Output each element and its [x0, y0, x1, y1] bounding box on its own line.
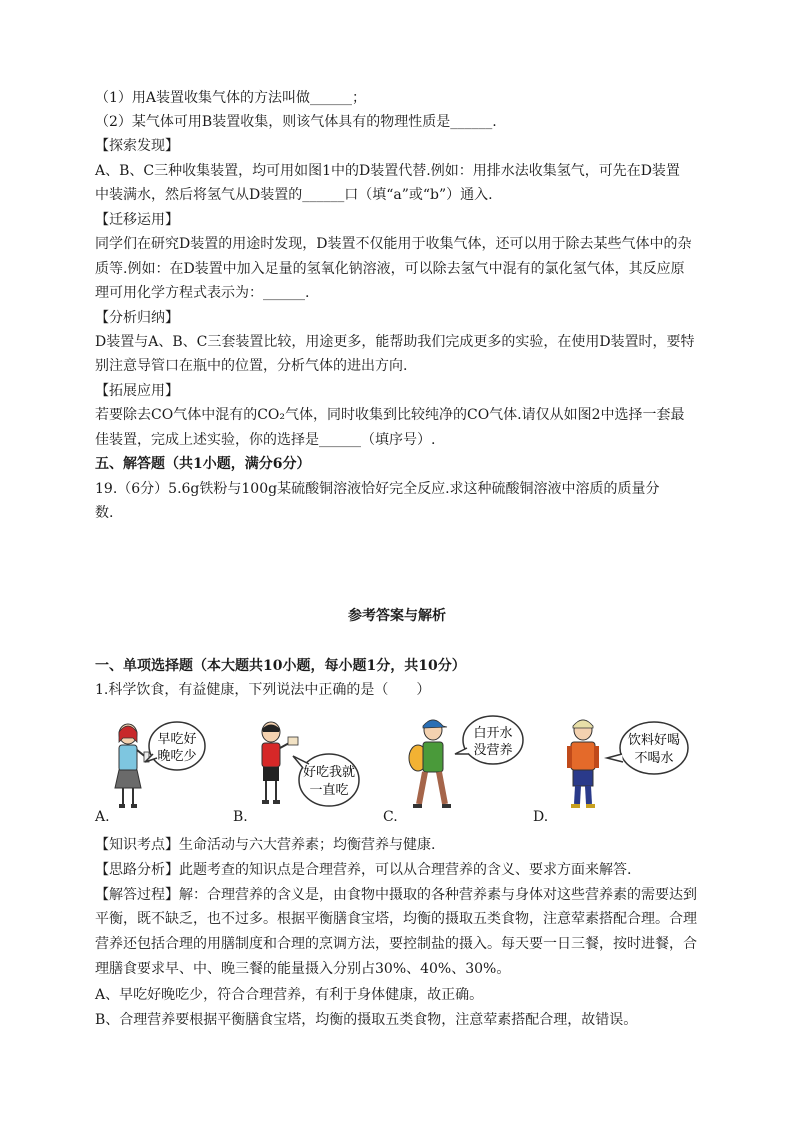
bubble-text: 早吃好 — [157, 732, 197, 747]
bubble-text: 不喝水 — [634, 751, 674, 766]
option-a — [95, 712, 245, 827]
boy-with-speech-bubble-illustration — [233, 712, 383, 827]
text-line-9: 理可用化学方程式表示为：______. — [95, 285, 310, 301]
option-label: A. — [95, 809, 110, 825]
solution-line: 【解答过程】解：合理营养的含义是，由食物中摄取的各种营养素与身体对这些营养素的需要达到 — [95, 887, 697, 903]
text-line-1: （1）用A装置收集气体的方法叫做______； — [95, 90, 367, 106]
question-19-cont: 数. — [95, 505, 114, 521]
child-with-drink-illustration — [533, 712, 703, 827]
bubble-text: 饮料好喝 — [627, 733, 681, 748]
text-line-11: D装置与A、B、C三套装置比较，用途更多，能帮助我们完成更多的实验，在使用D装置时，要特 — [95, 334, 695, 350]
question-1-options — [95, 712, 705, 827]
option-label: B. — [233, 809, 248, 825]
section-heading: 【拓展应用】 — [95, 383, 179, 399]
knowledge-point: 【知识考点】生命活动与六大营养素；均衡营养与健康. — [95, 837, 436, 853]
solution-line: 营养还包括合理的用膳制度和合理的烹调方法，要控制盐的摄入。每天要一日三餐，按时进餐，合 — [95, 936, 697, 952]
question-19: 19.（6分）5.6g铁粉与100g某硫酸铜溶液恰好完全反应.求这种硫酸铜溶液中溶质的质量分 — [95, 481, 660, 497]
option-b — [233, 712, 383, 827]
section-heading: 【探索发现】 — [95, 138, 179, 154]
bubble-text: 晚吃少 — [157, 749, 197, 764]
bubble-text: 白开水 — [473, 726, 513, 741]
section-title: 五、解答题（共1小题，满分6分） — [95, 456, 311, 472]
girl-with-speech-bubble-illustration — [95, 712, 245, 827]
question-1-stem: 1.科学饮食，有益健康，下列说法中正确的是（ ） — [95, 682, 431, 698]
text-line-12: 别注意导管口在瓶中的位置，分析气体的进出方向. — [95, 358, 408, 374]
section-heading: 【迁移运用】 — [95, 212, 179, 228]
text-line-14: 若要除去CO气体中混有的CO₂气体，同时收集到比较纯净的CO气体.请仅从如图2中选择一套最 — [95, 407, 685, 423]
solution-line: 平衡，既不缺乏，也不过多。根据平衡膳食宝塔，均衡的摄取五类食物，注意荤素搭配合理。合理 — [95, 911, 697, 927]
option-a-analysis: A、早吃好晚吃少，符合合理营养，有利于身体健康，故正确。 — [95, 987, 484, 1003]
text-line-2: （2）某气体可用B装置收集，则该气体具有的物理性质是______. — [95, 114, 497, 130]
text-line-15: 佳装置，完成上述实验，你的选择是______（填序号）. — [95, 432, 436, 448]
bubble-text: 没营养 — [473, 743, 513, 758]
analysis-thought: 【思路分析】此题考查的知识点是合理营养，可以从合理营养的含义、要求方面来解答. — [95, 862, 632, 878]
bubble-text: 好吃我就 — [302, 765, 356, 780]
option-b-analysis: B、合理营养要根据平衡膳食宝塔，均衡的摄取五类食物，注意荤素搭配合理，故错误。 — [95, 1012, 638, 1028]
text-line-8: 质等.例如：在D装置中加入足量的氢氧化钠溶液，可以除去氢气中混有的氯化氢气体，其反应原 — [95, 261, 685, 277]
section-heading: 【分析归纳】 — [95, 310, 179, 326]
answer-title: 参考答案与解析 — [348, 608, 446, 624]
solution-line: 理膳食要求早、中、晚三餐的能量摄入分别占30%、40%、30%。 — [95, 961, 511, 977]
text-line-4: A、B、C三种收集装置，均可用如图1中的D装置代替.例如：用排水法收集氢气，可先在D装置 — [95, 163, 680, 179]
hiker-with-speech-bubble-illustration — [383, 712, 533, 827]
option-c — [383, 712, 533, 827]
bubble-text: 一直吃 — [309, 783, 349, 798]
text-line-5: 中装满水，然后将氢气从D装置的______口（填“a”或“b”）通入. — [95, 187, 493, 203]
text-line-7: 同学们在研究D装置的用途时发现，D装置不仅能用于收集气体，还可以用于除去某些气体中的杂 — [95, 236, 692, 252]
section1-title: 一、单项选择题（本大题共10小题，每小题1分，共10分） — [95, 658, 466, 674]
option-label: D. — [533, 809, 549, 825]
option-label: C. — [383, 809, 398, 825]
option-d — [533, 712, 683, 827]
